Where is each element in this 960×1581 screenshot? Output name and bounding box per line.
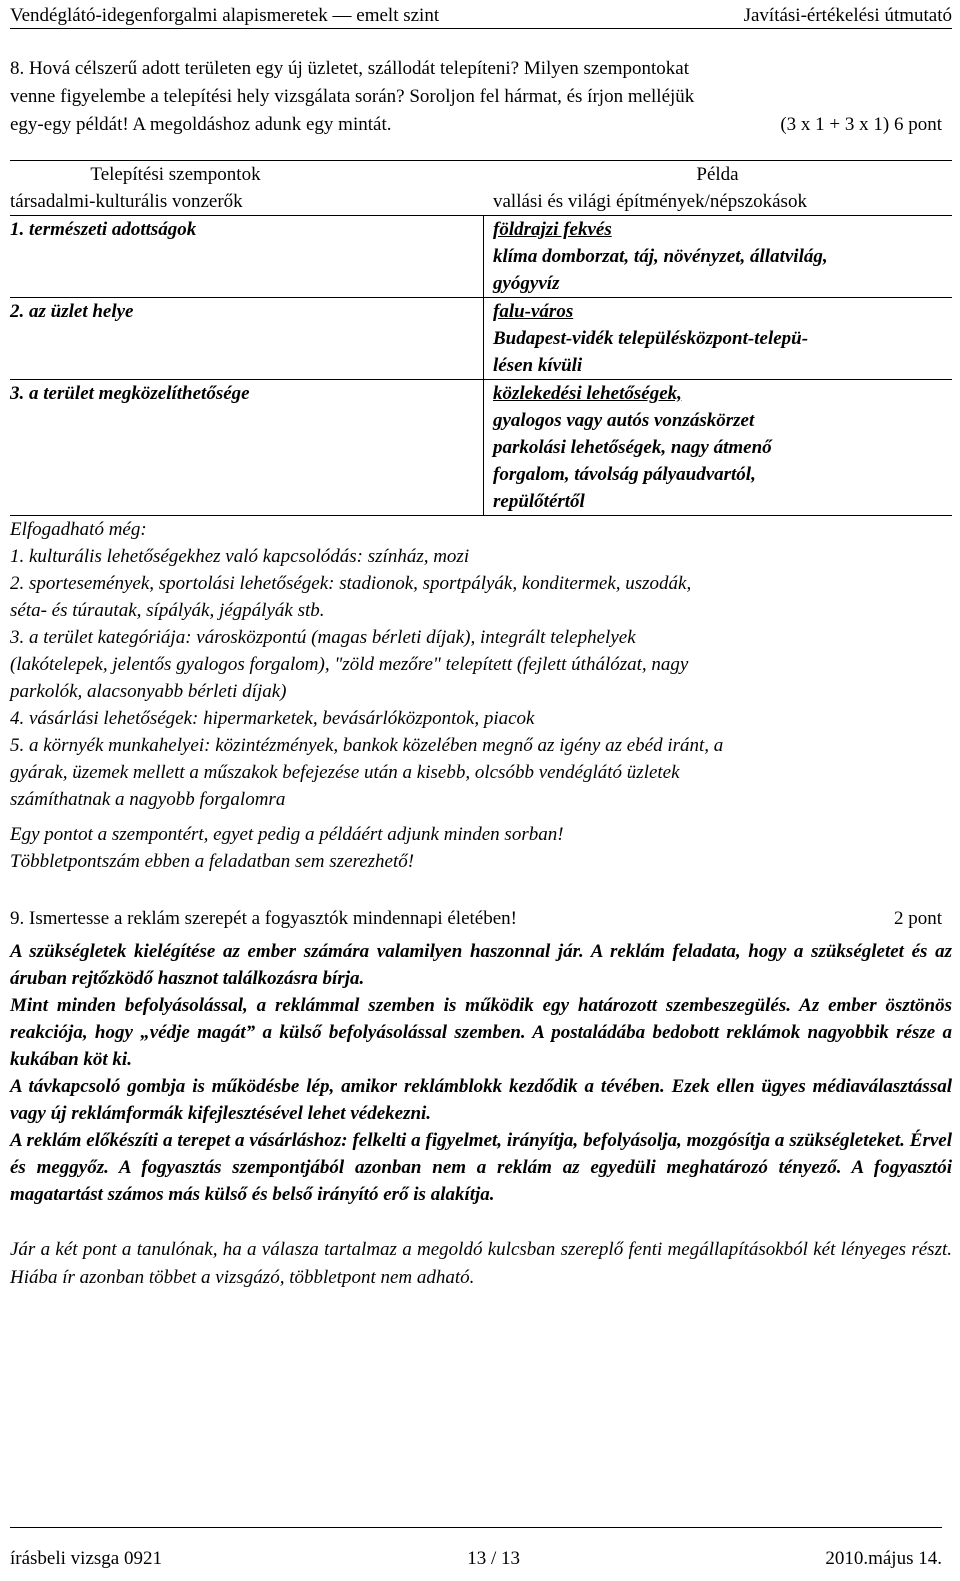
- acceptable-answers: [10, 516, 952, 813]
- acceptable-line: 1. kulturális lehetőségekhez való kapcsolódás: színház, mozi: [10, 546, 470, 567]
- table-row: [10, 297, 952, 379]
- acceptable-line: parkolók, alacsonyabb bérleti díjak): [10, 681, 287, 702]
- row-example-line: repülőtértől: [493, 491, 585, 512]
- sample-example: vallási és világi építmények/népszokások: [493, 191, 807, 212]
- q8-line-1: 8. Hová célszerű adott területen egy új üzletet, szállodát telepíteni? Milyen szempontokat: [10, 58, 690, 79]
- scoring-note-line-2: Többletpontszám ebben a feladatban sem szerezhető!: [10, 851, 415, 872]
- acceptable-line: 4. vásárlási lehetőségek: hipermarketek, bevásárlóközpontok, piacok: [10, 708, 535, 729]
- row-example-line: gyógyvíz: [493, 273, 560, 294]
- table-header-example: Példa: [696, 164, 739, 185]
- row-example-main: közlekedési lehetőségek,: [493, 383, 682, 404]
- footer-exam: írásbeli vizsga 0921: [10, 1548, 162, 1569]
- table-header-row: [10, 161, 952, 188]
- row-example: [483, 298, 952, 379]
- row-example-main: falu-város: [493, 301, 574, 322]
- sample-criteria: társadalmi-kulturális vonzerők: [10, 191, 243, 212]
- row-example-line: klíma domborzat, táj, növényzet, állatvilág,: [493, 246, 828, 267]
- header-title: Vendéglátó-idegenforgalmi alapismeretek — emelt szint: [10, 5, 440, 26]
- table-row: [10, 379, 952, 515]
- table-header-criteria: Telepítési szempontok: [90, 164, 261, 185]
- table-row: [10, 215, 952, 297]
- answer-paragraph: A távkapcsoló gombja is működésbe lép, amikor reklámblokk kezdődik a tévében. Ezek ellen ügyes médiaválasztással vagy új reklámformák kifejlesztésével lehet védekezni.: [10, 1076, 952, 1124]
- answer-paragraph: Mint minden befolyásolással, a reklámmal szemben is működik egy határozott szembeszegülés. Az ember ösztönös reakciója, hogy „védje magát” a külső befolyásolással szemben. A postaládába bedobott reklámok nagyobbik része a kukában köt ki.: [10, 995, 952, 1070]
- footer-date: 2010.május 14.: [825, 1548, 942, 1569]
- row-criteria: 3. a terület megközelíthetősége: [10, 383, 250, 404]
- table-sample-row: [10, 188, 952, 215]
- grading-text: Jár a két pont a tanulónak, ha a válasza tartalmaz a megoldó kulcsban szereplő fenti megállapításokból két lényeges részt. Hiába ír azonban többet a vizsgázó, többletpont nem adható.: [10, 1239, 952, 1288]
- row-example-line: forgalom, távolság pályaudvartól,: [493, 464, 756, 485]
- acceptable-line: (lakótelepek, jelentős gyalogos forgalom), "zöld mezőre" telepített (fejlett úthálózat, nagy: [10, 654, 689, 675]
- acceptable-title: Elfogadható még:: [10, 519, 147, 540]
- table-column-divider: [483, 215, 484, 515]
- grading-instructions: [10, 1236, 952, 1292]
- acceptable-line: 3. a terület kategóriája: városközpontú (magas bérleti díjak), integrált telephelyek: [10, 627, 636, 648]
- q9-points: 2 pont: [893, 908, 942, 929]
- q9-answer: [10, 938, 952, 1208]
- table-body: [10, 215, 952, 515]
- acceptable-line: 2. sportesemények, sportolási lehetőségek: stadionok, sportpályák, konditermek, uszodák,: [10, 573, 692, 594]
- q8-line-2: venne figyelembe a telepítési hely vizsgálata során? Soroljon fel hármat, és írjon melléjük: [10, 86, 695, 107]
- footer-divider: [10, 1527, 942, 1528]
- q8-line-3: [10, 111, 952, 139]
- answer-paragraph: A reklám előkészíti a terepet a vásárláshoz: felkelti a figyelmet, irányítja, befolyásolja, mozgósítja a szükségleteket. Érvel és meggyőz. A fogyasztás szempontjából azonban nem a reklám az egyedüli meghatározó tényező. A fogyasztói magatartást számos más külső és belső irányító erő is alakítja.: [10, 1130, 952, 1205]
- acceptable-line: gyárak, üzemek mellett a műszakok befejezése után a kisebb, olcsóbb vendéglátó üzletek: [10, 762, 680, 783]
- document-page: [10, 0, 952, 1292]
- scoring-note: [10, 821, 952, 875]
- row-example: [483, 380, 952, 515]
- row-criteria: 2. az üzlet helye: [10, 301, 134, 322]
- scoring-note-line-1: Egy pontot a szempontért, egyet pedig a példáért adjunk minden sorban!: [10, 824, 564, 845]
- question-8: [10, 55, 952, 139]
- header-right: Javítási-értékelési útmutató: [743, 5, 952, 26]
- q8-points: (3 x 1 + 3 x 1) 6 pont: [780, 114, 942, 135]
- page-header: [10, 0, 952, 29]
- page-footer: [10, 1545, 942, 1572]
- question-9: [10, 905, 952, 932]
- q8-line-3-text: egy-egy példát! A megoldáshoz adunk egy mintát.: [10, 114, 392, 135]
- footer-page-number: 13 / 13: [467, 1548, 521, 1569]
- q9-text: 9. Ismertesse a reklám szerepét a fogyasztók mindennapi életében!: [10, 908, 517, 929]
- acceptable-line: séta- és túrautak, sípályák, jégpályák stb.: [10, 600, 325, 621]
- answer-paragraph: A szükségletek kielégítése az ember számára valamilyen haszonnal jár. A reklám feladata, hogy a szükségletet és az áruban rejtőzködő hasznot találkozásra bírja.: [10, 941, 952, 989]
- row-example: [483, 216, 952, 297]
- row-example-line: gyalogos vagy autós vonzáskörzet: [493, 410, 755, 431]
- row-example-line: parkolási lehetőségek, nagy átmenő: [493, 437, 772, 458]
- row-example-line: lésen kívüli: [493, 355, 583, 376]
- acceptable-line: számíthatnak a nagyobb forgalomra: [10, 789, 286, 810]
- row-criteria: 1. természeti adottságok: [10, 219, 197, 240]
- acceptable-line: 5. a környék munkahelyei: közintézmények, bankok közelében megnő az igény az ebéd iránt, a: [10, 735, 724, 756]
- row-example-line: Budapest-vidék településközpont-telepü-: [493, 328, 809, 349]
- row-example-main: földrajzi fekvés: [493, 219, 612, 240]
- answer-table: [10, 160, 952, 516]
